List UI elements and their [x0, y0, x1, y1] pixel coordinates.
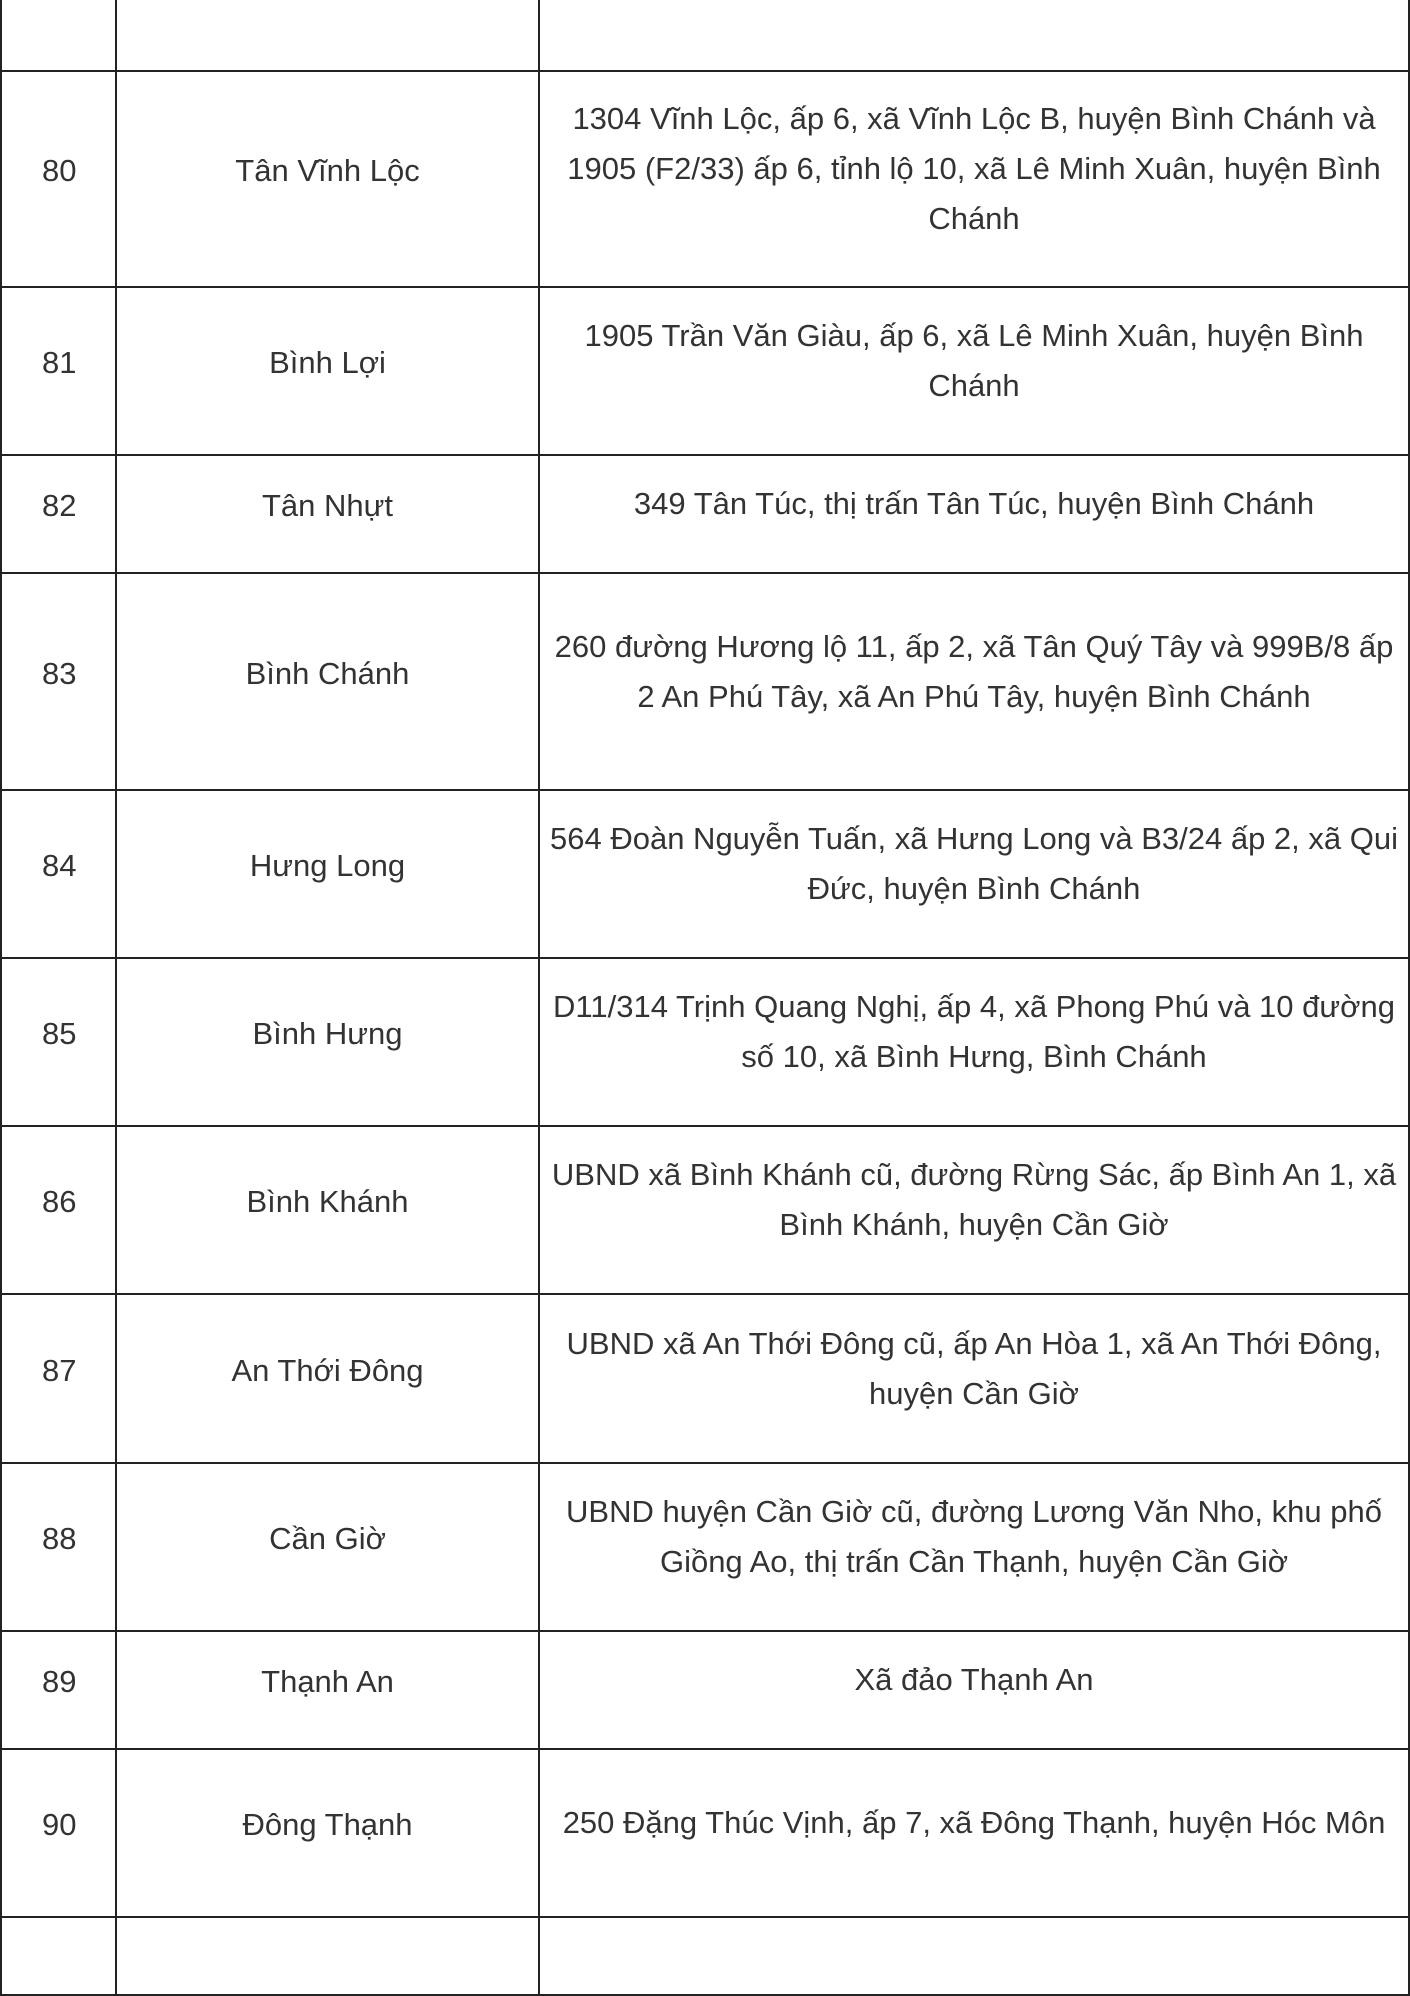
cell-name: Đông Thạnh [116, 1749, 539, 1917]
cell-address: 260 đường Hương lộ 11, ấp 2, xã Tân Quý Tây và 999B/8 ấp 2 An Phú Tây, xã An Phú Tây, huyện Bình Chánh [539, 573, 1409, 790]
cell-no: 88 [1, 1463, 116, 1631]
cell-address: Xã đảo Thạnh An [539, 1631, 1409, 1749]
cell-address [539, 1917, 1409, 1995]
cell-no: 86 [1, 1126, 116, 1294]
cell-address: UBND huyện Cần Giờ cũ, đường Lương Văn Nho, khu phố Giồng Ao, thị trấn Cần Thạnh, huyện Cần Giờ [539, 1463, 1409, 1631]
cell-name: Thạnh An [116, 1631, 539, 1749]
cell-name [116, 0, 539, 71]
cell-address: 1905 Trần Văn Giàu, ấp 6, xã Lê Minh Xuân, huyện Bình Chánh [539, 287, 1409, 455]
cell-address: 349 Tân Túc, thị trấn Tân Túc, huyện Bình Chánh [539, 455, 1409, 573]
cell-address: 250 Đặng Thúc Vịnh, ấp 7, xã Đông Thạnh, huyện Hóc Môn [539, 1749, 1409, 1917]
table-row [1, 455, 1409, 573]
cell-no: 87 [1, 1294, 116, 1463]
cell-no [1, 0, 116, 71]
cell-address: UBND xã Bình Khánh cũ, đường Rừng Sác, ấp Bình An 1, xã Bình Khánh, huyện Cần Giờ [539, 1126, 1409, 1294]
cell-name [116, 1917, 539, 1995]
cell-address: UBND xã An Thới Đông cũ, ấp An Hòa 1, xã An Thới Đông, huyện Cần Giờ [539, 1294, 1409, 1463]
cell-name: An Thới Đông [116, 1294, 539, 1463]
cell-no: 81 [1, 287, 116, 455]
cell-no: 89 [1, 1631, 116, 1749]
cell-address [539, 0, 1409, 71]
table-row [1, 958, 1409, 1126]
table-row [1, 71, 1409, 287]
cell-address: D11/314 Trịnh Quang Nghị, ấp 4, xã Phong Phú và 10 đường số 10, xã Bình Hưng, Bình Chánh [539, 958, 1409, 1126]
table-row [1, 287, 1409, 455]
cell-name: Tân Nhựt [116, 455, 539, 573]
cell-name: Bình Lợi [116, 287, 539, 455]
cell-address: 1304 Vĩnh Lộc, ấp 6, xã Vĩnh Lộc B, huyện Bình Chánh và 1905 (F2/33) ấp 6, tỉnh lộ 10, xã Lê Minh Xuân, huyện Bình Chánh [539, 71, 1409, 287]
cell-name: Cần Giờ [116, 1463, 539, 1631]
cell-name: Bình Chánh [116, 573, 539, 790]
cell-name: Bình Hưng [116, 958, 539, 1126]
cell-name: Bình Khánh [116, 1126, 539, 1294]
table-row [1, 790, 1409, 958]
table-row [1, 1631, 1409, 1749]
table-row [1, 1126, 1409, 1294]
cell-name: Tân Vĩnh Lộc [116, 71, 539, 287]
cell-no: 83 [1, 573, 116, 790]
cell-no: 82 [1, 455, 116, 573]
table-row [1, 1463, 1409, 1631]
table-row [1, 1294, 1409, 1463]
cell-address: 564 Đoàn Nguyễn Tuấn, xã Hưng Long và B3/24 ấp 2, xã Qui Đức, huyện Bình Chánh [539, 790, 1409, 958]
cell-no: 80 [1, 71, 116, 287]
cell-no [1, 1917, 116, 1995]
table-row-partial-top [1, 0, 1409, 71]
cell-no: 84 [1, 790, 116, 958]
cell-no: 85 [1, 958, 116, 1126]
table-row-partial-bottom [1, 1917, 1409, 1995]
table-row [1, 573, 1409, 790]
cell-no: 90 [1, 1749, 116, 1917]
cell-name: Hưng Long [116, 790, 539, 958]
table-row [1, 1749, 1409, 1917]
